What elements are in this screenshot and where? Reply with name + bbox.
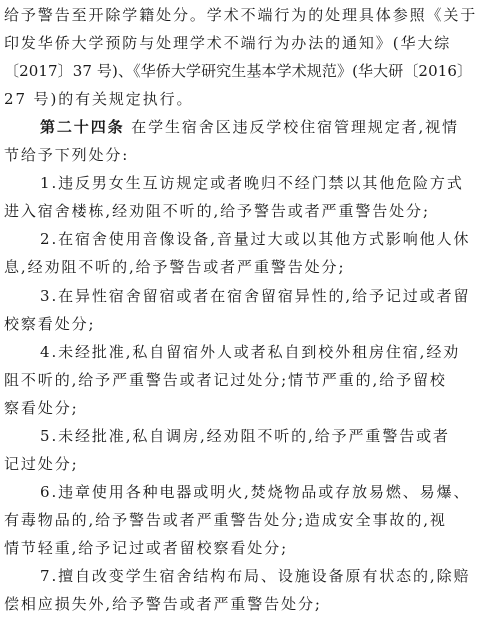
item-3-line: 校察看处分; [4, 314, 96, 333]
item-1-line: 1.违反男女生互访规定或者晚归不经门禁以其他危险方式 [40, 174, 464, 193]
article-24-line [0, 114, 478, 140]
item-5-line: 5.未经批准,私自调房,经劝阻不听的,给予严重警告或者 [40, 426, 450, 445]
item-4-line: 4.未经批准,私自留宿外人或者私自到校外租房住宿,经劝 [40, 342, 461, 361]
intro-line: 印发华侨大学预防与处理学术不端行为办法的通知》(华大综 [4, 34, 452, 52]
intro-line: 27 号)的有关规定执行。 [4, 90, 194, 109]
article-text-line: 节给予下列处分: [4, 146, 130, 165]
item-1-line: 进入宿舍楼栋,经劝阻不听的,给予警告或者严重警告处分; [4, 202, 430, 221]
item-7-line: 偿相应损失外,给予警告或者严重警告处分; [4, 595, 322, 613]
item-6-line: 有毒物品的,给予警告或者严重警告处分;造成安全事故的,视 [4, 510, 447, 529]
item-6-line: 6.违章使用各种电器或明火,焚烧物品或存放易燃、易爆、 [40, 482, 471, 501]
item-2-line: 2.在宿舍使用音像设备,音量过大或以其他方式影响他人休 [40, 230, 471, 249]
intro-line: 给予警告至开除学籍处分。学术不端行为的处理具体参照《关于 [4, 6, 478, 24]
item-3-line: 3.在异性宿舍留宿或者在宿舍留宿异性的,给予记过或者留 [40, 286, 471, 305]
item-4-line: 阻不听的,给予严重警告或者记过处分;情节严重的,给予留校 [4, 370, 447, 389]
item-4-line: 察看处分; [4, 398, 79, 417]
item-6-line: 情节轻重,给予记过或者留校察看处分; [4, 538, 289, 557]
item-2-line: 息,经劝阻不听的,给予警告或者严重警告处分; [4, 258, 346, 277]
item-5-line: 记过处分; [4, 454, 79, 473]
article-text: 在学生宿舍区违反学校住宿管理规定者,视情 [131, 118, 459, 137]
intro-line: 〔2017〕37 号)、《华侨大学研究生基本学术规范》(华大研〔2016〕 [4, 62, 473, 81]
item-7-line: 7.擅自改变学生宿舍结构布局、设施设备原有状态的,除赔 [40, 567, 471, 585]
article-heading: 第二十四条 [40, 118, 125, 137]
